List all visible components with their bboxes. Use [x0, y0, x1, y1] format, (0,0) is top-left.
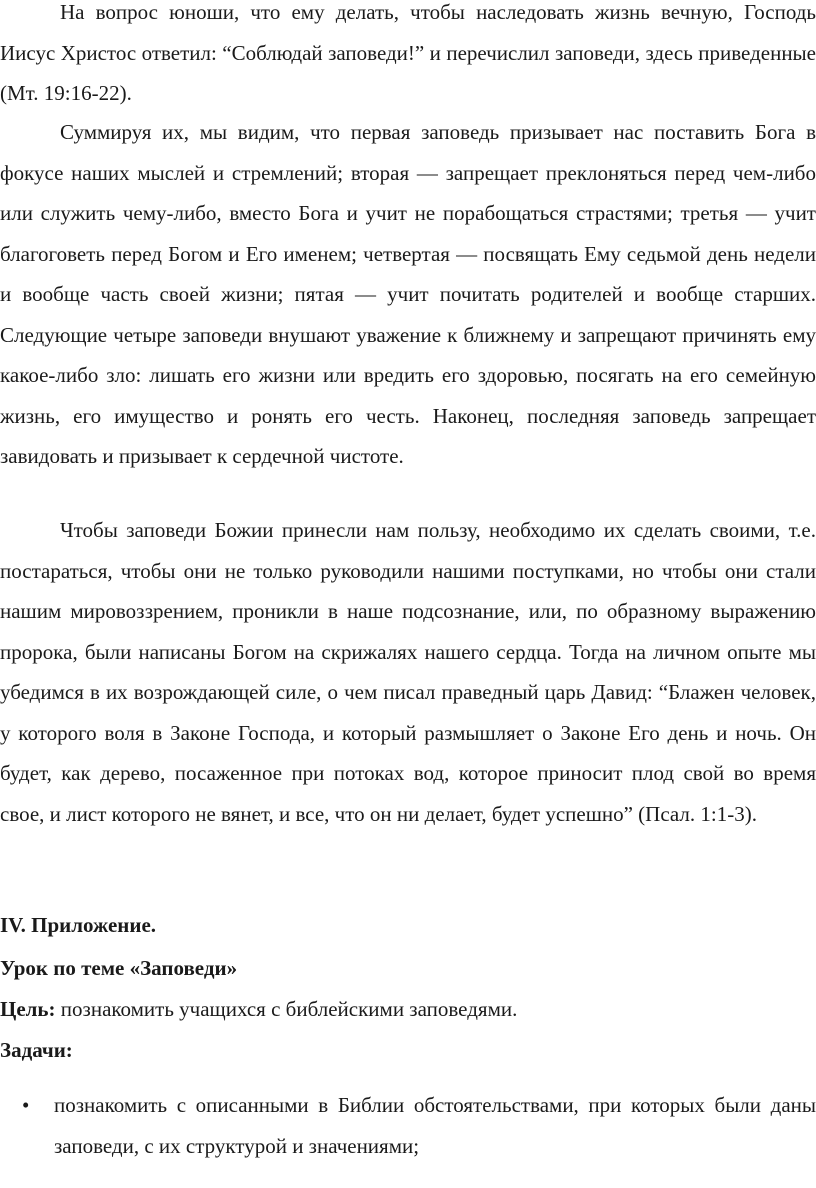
appendix-heading: IV. Приложение.: [0, 913, 157, 937]
paragraph-1: На вопрос юноши, что ему делать, чтобы наследовать жизнь вечную, Господь Иисус Христос ответил: “Соблюдай заповеди!” и перечислил заповеди, здесь приведенные (Мт. 19:16-22).: [0, 0, 816, 105]
lesson-heading: Урок по теме «Заповеди»: [0, 956, 238, 980]
goal-line: [0, 994, 816, 1024]
goal-text: познакомить учащихся с библейскими заповедями.: [55, 997, 518, 1021]
bullet-icon: •: [22, 1093, 30, 1117]
goal-label: Цель:: [0, 997, 56, 1021]
task-text: познакомить с описанными в Библии обстоятельствами, при которых были даны заповеди, с их структурой и значениями;: [54, 1093, 816, 1158]
paragraph-3: Чтобы заповеди Божии принесли нам пользу, необходимо их сделать своими, т.е. постараться, чтобы они не только руководили нашими поступками, но чтобы они стали нашим мировоззрением, проникли в наше подсознание, или, по образному выражению пророка, были написаны Богом на скрижалях нашего сердца. Тогда на личном опыте мы убедимся в их возрождающей силе, о чем писал праведный царь Давид: “Блажен человек, у которого воля в Законе Господа, и который размышляет о Законе Его день и ночь. Он будет, как дерево, посаженное при потоках вод, которое приносит плод свой во время свое, и лист которого не вянет, и все, что он ни делает, будет успешно” (Псал. 1:1-3).: [0, 518, 816, 826]
tasks-heading: Задачи:: [0, 1038, 73, 1062]
paragraph-2: Суммируя их, мы видим, что первая заповедь призывает нас поставить Бога в фокусе наших мыслей и стремлений; вторая — запрещает преклоняться перед чем-либо или служить чему-либо, вместо Бога и учит не порабощаться страстями; третья — учит благоговеть перед Богом и Его именем; четвертая — посвящать Ему седьмой день недели и вообще часть своей жизни; пятая — учит почитать родителей и вообще старших. Следующие четыре заповеди внушают уважение к ближнему и запрещают причинять ему какое-либо зло: лишать его жизни или вредить его здоровью, посягать на его семейную жизнь, его имущество и ронять его честь. Наконец, последняя заповедь запрещает завидовать и призывает к сердечной чистоте.: [0, 120, 816, 468]
